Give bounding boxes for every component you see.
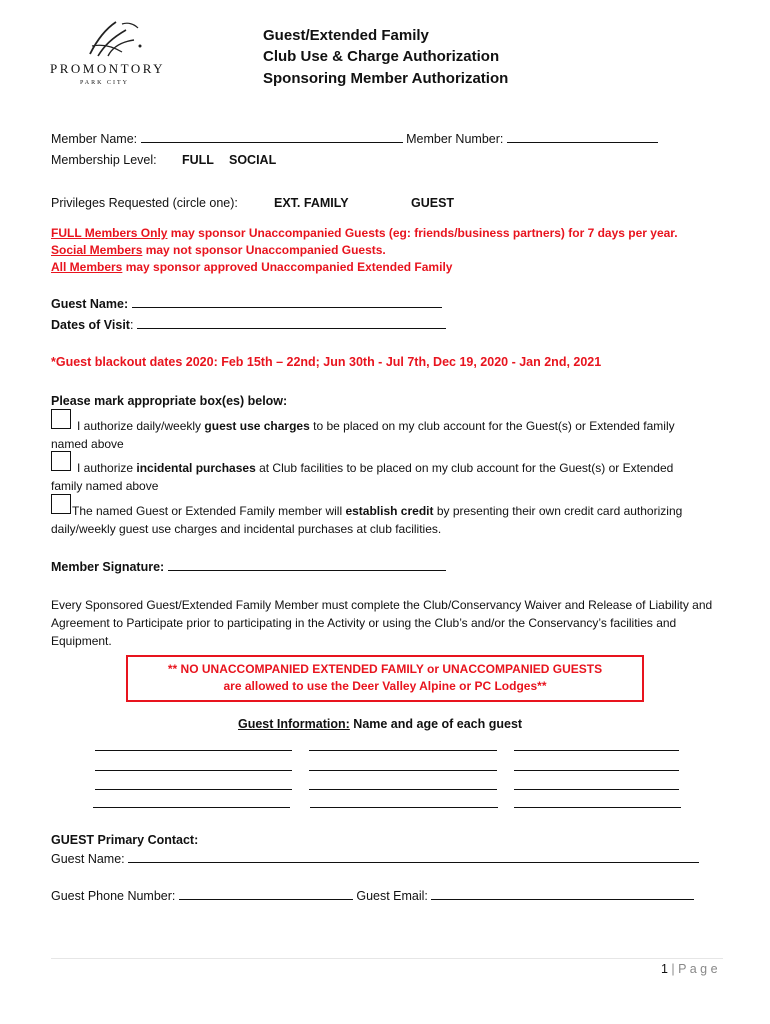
primary-contact-phone-field[interactable]: [179, 888, 353, 900]
member-signature-field[interactable]: [168, 559, 446, 571]
rule-social-members-text: may not sponsor Unaccompanied Guests.: [142, 243, 386, 257]
guest-information-label-rest: Name and age of each guest: [349, 717, 523, 731]
guest-information-label: [238, 717, 522, 731]
primary-contact-phone-label: Guest Phone Number:: [51, 889, 176, 903]
notice-box: [126, 655, 644, 702]
member-name-row: [51, 131, 658, 146]
member-name-field[interactable]: [141, 131, 403, 143]
notice-line-1: ** NO UNACCOMPANIED EXTENDED FAMILY or UNACCOMPANIED GUESTS: [167, 662, 603, 676]
rule-social-members: [51, 243, 386, 257]
rule-all-members-lead: All Members: [51, 260, 123, 274]
title-line-2: Club Use & Charge Authorization: [263, 48, 500, 65]
opt1-text-d: named above: [51, 437, 124, 451]
page-number: 1: [661, 962, 668, 976]
notice-line-2: are allowed to use the Deer Valley Alpine or PC Lodges**: [223, 679, 547, 693]
opt1-text-a: I authorize daily/weekly: [77, 419, 205, 433]
guest-info-line[interactable]: [310, 807, 498, 808]
logo-name: PROMONTORY: [50, 61, 166, 76]
rule-full-members: [51, 226, 678, 240]
primary-contact-email-field[interactable]: [431, 888, 694, 900]
guest-info-line[interactable]: [309, 750, 497, 751]
promontory-logo-icon: [82, 16, 148, 60]
guest-info-line[interactable]: [95, 770, 292, 771]
title-line-1: Guest/Extended Family: [263, 27, 429, 44]
guest-info-line[interactable]: [514, 807, 681, 808]
rule-full-members-text: may sponsor Unaccompanied Guests (eg: friends/business partners) for 7 days per year.: [167, 226, 678, 240]
primary-contact-heading: GUEST Primary Contact:: [51, 833, 199, 847]
primary-contact-name-field[interactable]: [128, 851, 699, 863]
guest-info-line[interactable]: [95, 789, 292, 790]
dates-of-visit-label: Dates of Visit: [51, 318, 130, 332]
opt1-text-c: to be placed on my club account for the Guest(s) or Extended family: [309, 419, 675, 433]
privilege-option-ext-family[interactable]: EXT. FAMILY: [274, 196, 349, 210]
logo-subtitle: PARK CITY: [80, 80, 129, 86]
guest-info-line[interactable]: [309, 789, 497, 790]
checkbox-heading: Please mark appropriate box(es) below:: [51, 394, 288, 408]
guest-information-label-underlined: Guest Information:: [238, 717, 350, 731]
page-footer: [661, 962, 718, 976]
member-signature-row: [51, 559, 446, 574]
opt2-text-a: I authorize: [77, 461, 137, 475]
guest-info-line[interactable]: [514, 750, 679, 751]
rule-all-members-text: may sponsor approved Unaccompanied Extended Family: [122, 260, 453, 274]
rule-full-members-lead: FULL Members Only: [51, 226, 168, 240]
dates-of-visit-field[interactable]: [137, 317, 446, 329]
opt2-text-bold: incidental purchases: [136, 461, 256, 475]
title-line-3: Sponsoring Member Authorization: [263, 70, 509, 87]
blackout-dates: *Guest blackout dates 2020: Feb 15th – 22nd; Jun 30th - Jul 7th, Dec 19, 2020 - Jan 2nd, 2021: [51, 355, 602, 369]
checkbox-establish-credit-text: [72, 504, 682, 518]
member-number-label: Member Number:: [406, 132, 504, 146]
checkbox-establish-credit[interactable]: [51, 494, 71, 514]
rule-social-members-lead: Social Members: [51, 243, 143, 257]
opt2-text-c: at Club facilities to be placed on my club account for the Guest(s) or Extended: [255, 461, 674, 475]
opt3-text-a: The named Guest or Extended Family member will: [72, 504, 346, 518]
guest-name-label: Guest Name:: [51, 297, 129, 311]
membership-level-social[interactable]: SOCIAL: [229, 153, 277, 167]
footer-divider: [51, 958, 723, 959]
opt3-text-c: by presenting their own credit card authorizing: [433, 504, 683, 518]
guest-name-row: [51, 296, 442, 311]
opt1-text-bold: guest use charges: [204, 419, 310, 433]
guest-name-field[interactable]: [132, 296, 442, 308]
guest-info-line[interactable]: [309, 770, 497, 771]
member-signature-label: Member Signature:: [51, 560, 165, 574]
rule-all-members: [51, 260, 452, 274]
privileges-label: Privileges Requested (circle one):: [51, 196, 238, 210]
guest-info-line[interactable]: [93, 807, 290, 808]
primary-contact-name-label: Guest Name:: [51, 852, 125, 866]
membership-level-label: Membership Level:: [51, 153, 157, 167]
primary-contact-name-row: [51, 851, 699, 866]
dates-of-visit-row: [51, 317, 446, 332]
waiver-paragraph: Every Sponsored Guest/Extended Family Member must complete the Club/Conservancy Waiver and Release of Liability and Agreement to Participate prior to participating in the Activity or using the Club’s and/or the Conservancy’s facilities and Equipment.: [51, 598, 713, 648]
primary-contact-email-label: Guest Email:: [356, 889, 428, 903]
checkbox-incidental-purchases-text: [77, 461, 673, 475]
page-separator: |: [667, 962, 679, 976]
checkbox-guest-use-charges[interactable]: [51, 409, 71, 429]
member-name-label: Member Name:: [51, 132, 138, 146]
page-word: P a g e: [678, 962, 718, 976]
member-number-field[interactable]: [507, 131, 658, 143]
guest-info-line[interactable]: [514, 789, 679, 790]
opt2-text-d: family named above: [51, 479, 159, 493]
membership-level-full[interactable]: FULL: [182, 153, 214, 167]
opt3-text-d: daily/weekly guest use charges and incidental purchases at club facilities.: [51, 522, 442, 536]
privilege-option-guest[interactable]: GUEST: [411, 196, 455, 210]
primary-contact-phone-email-row: [51, 888, 694, 903]
checkbox-guest-use-charges-text: [77, 419, 675, 433]
dates-of-visit-colon: :: [129, 318, 134, 332]
guest-info-line[interactable]: [95, 750, 292, 751]
opt3-text-bold: establish credit: [345, 504, 434, 518]
guest-info-line[interactable]: [514, 770, 679, 771]
checkbox-incidental-purchases[interactable]: [51, 451, 71, 471]
